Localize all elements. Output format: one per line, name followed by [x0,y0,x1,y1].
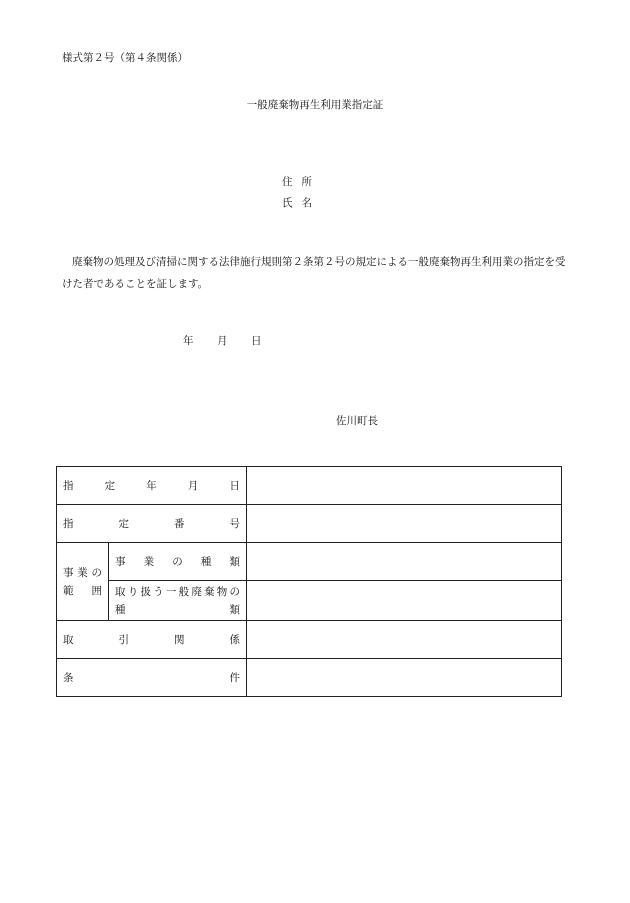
table-row [57,505,562,543]
certification-statement: 廃棄物の処理及び清掃に関する法律施行規則第２条第２号の規定による一般廃棄物再生利用業の指定を受けた者であることを証します。 [62,256,566,290]
table-row [57,581,562,621]
designation-date-label: 指 定 年 月 日 [57,467,247,505]
designation-info-table [56,466,562,697]
table-row [57,467,562,505]
name-label: 氏名 [282,197,321,209]
document-title: 一般廃棄物再生利用業指定証 [246,99,384,111]
conditions-label: 条 件 [57,659,247,697]
waste-type-value[interactable] [247,581,562,621]
business-relationship-value[interactable] [247,621,562,659]
designation-date-value[interactable] [247,467,562,505]
table-row [57,621,562,659]
designation-number-label: 指 定 番 号 [57,505,247,543]
designation-number-value[interactable] [247,505,562,543]
business-type-label: 事 業 の 種 類 [109,543,247,581]
date-day-label: 日 [251,335,262,347]
issuer-name: 佐川町長 [336,415,378,427]
business-scope-label: 事 業 の 範 囲 [57,543,109,621]
table-row [57,543,562,581]
conditions-value[interactable] [247,659,562,697]
table-row [57,659,562,697]
business-type-value[interactable] [247,543,562,581]
date-year-label: 年 [183,335,194,347]
date-month-label: 月 [217,335,228,347]
business-relationship-label: 取 引 関 係 [57,621,247,659]
address-label: 住所 [282,176,321,188]
waste-type-label: 取 り 扱 う 一 般 廃 棄 物 の 種 類 [109,581,247,621]
form-number-label: 様式第２号（第４条関係） [62,52,188,64]
